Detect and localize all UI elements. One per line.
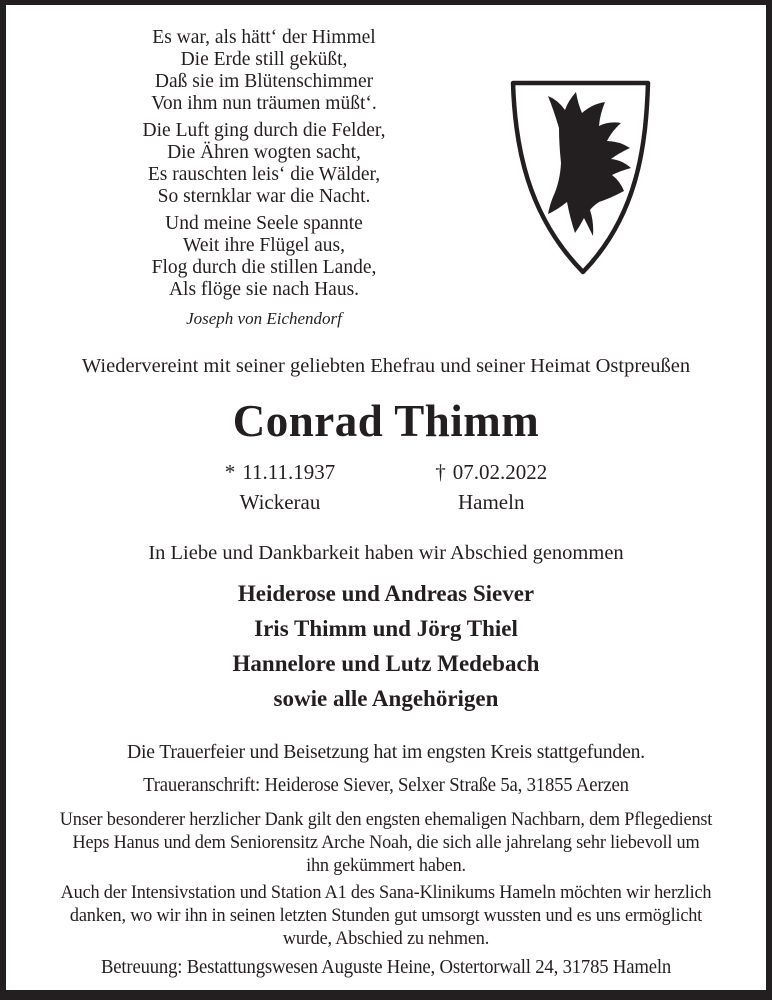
funeral-home-line: Betreuung: Bestattungswesen Auguste Heine, Ostertorwall 24, 31785 Hameln	[100, 957, 672, 978]
poem-stanza-2	[64, 120, 464, 208]
birth-place: Wickerau	[239, 490, 321, 514]
poem-line: Als flöge sie nach Haus.	[168, 279, 360, 300]
poem-line: Weit ihre Flügel aus,	[183, 235, 345, 256]
poem-stanza-1	[64, 27, 464, 115]
poem-line: Es war, als hätt‘ der Himmel	[152, 27, 376, 48]
deceased-name: Conrad Thimm	[232, 396, 540, 446]
poem-stanza-3	[64, 213, 464, 301]
funeral-service-note: Die Trauerfeier und Beisetzung hat im engsten Kreis stattgefunden.	[126, 741, 646, 763]
mourner-line: Hannelore und Lutz Medebach	[232, 651, 540, 676]
mourner-line: Iris Thimm und Jörg Thiel	[254, 616, 518, 641]
birth-date: 11.11.1937	[242, 460, 336, 484]
birth-info	[225, 457, 335, 517]
mourner-line: Heiderose und Andreas Siever	[237, 581, 535, 606]
poem-line: Die Erde still geküßt,	[180, 49, 348, 70]
poem-line: Es rauschten leis‘ die Wälder,	[147, 164, 381, 185]
thanks-paragraph-hospital: Auch der Intensivstation und Station A1 des Sana-Klinikums Hameln möchten wir herzlich danken, wo wir ihn in seinen letzten Stunden gut umsorgt wussten und es uns ermöglicht wurde, Abschied zu nehmen.	[60, 882, 712, 949]
poem-line: Und meine Seele spannte	[165, 213, 363, 234]
death-cross-symbol: †	[435, 460, 446, 484]
farewell-line: In Liebe und Dankbarkeit haben wir Abschied genommen	[148, 542, 624, 564]
poem-line: Von ihm nun träumen müßt‘.	[151, 93, 377, 114]
death-place: Hameln	[457, 490, 525, 514]
ostpreussen-elk-antler-crest-icon	[480, 50, 700, 290]
mourners-list	[6, 576, 766, 716]
birth-date-line	[225, 457, 335, 487]
mourner-line: sowie alle Angehörigen	[273, 686, 499, 711]
poem-line: Die Ähren wogten sacht,	[167, 142, 361, 163]
poem-line: So sternklar war die Nacht.	[157, 186, 371, 207]
reunion-line: Wiedervereint mit seiner geliebten Ehefrau und seiner Heimat Ostpreußen	[81, 355, 691, 377]
poem-attribution: Joseph von Eichendorf	[186, 309, 342, 328]
condolence-address: Traueranschrift: Heiderose Siever, Selxer Straße 5a, 31855 Aerzen	[143, 775, 629, 796]
life-dates	[6, 457, 766, 517]
poem-line: Daß sie im Blütenschimmer	[154, 71, 374, 92]
death-date: 07.02.2022	[452, 460, 548, 484]
death-info	[435, 457, 547, 517]
thanks-paragraph-neighbors: Unser besonderer herzlicher Dank gilt den engsten ehemaligen Nachbarn, dem Pflegedienst Heps Hanus und dem Seniorensitz Arche Noah, die sich alle jahrelang sehr liebevoll um ihn gekümmert haben.	[59, 809, 713, 876]
poem-line: Flog durch die stillen Lande,	[151, 257, 377, 278]
birth-star-symbol: *	[224, 460, 236, 484]
memorial-poem	[64, 27, 464, 330]
poem-line: Die Luft ging durch die Felder,	[142, 120, 386, 141]
death-date-line	[435, 457, 547, 487]
